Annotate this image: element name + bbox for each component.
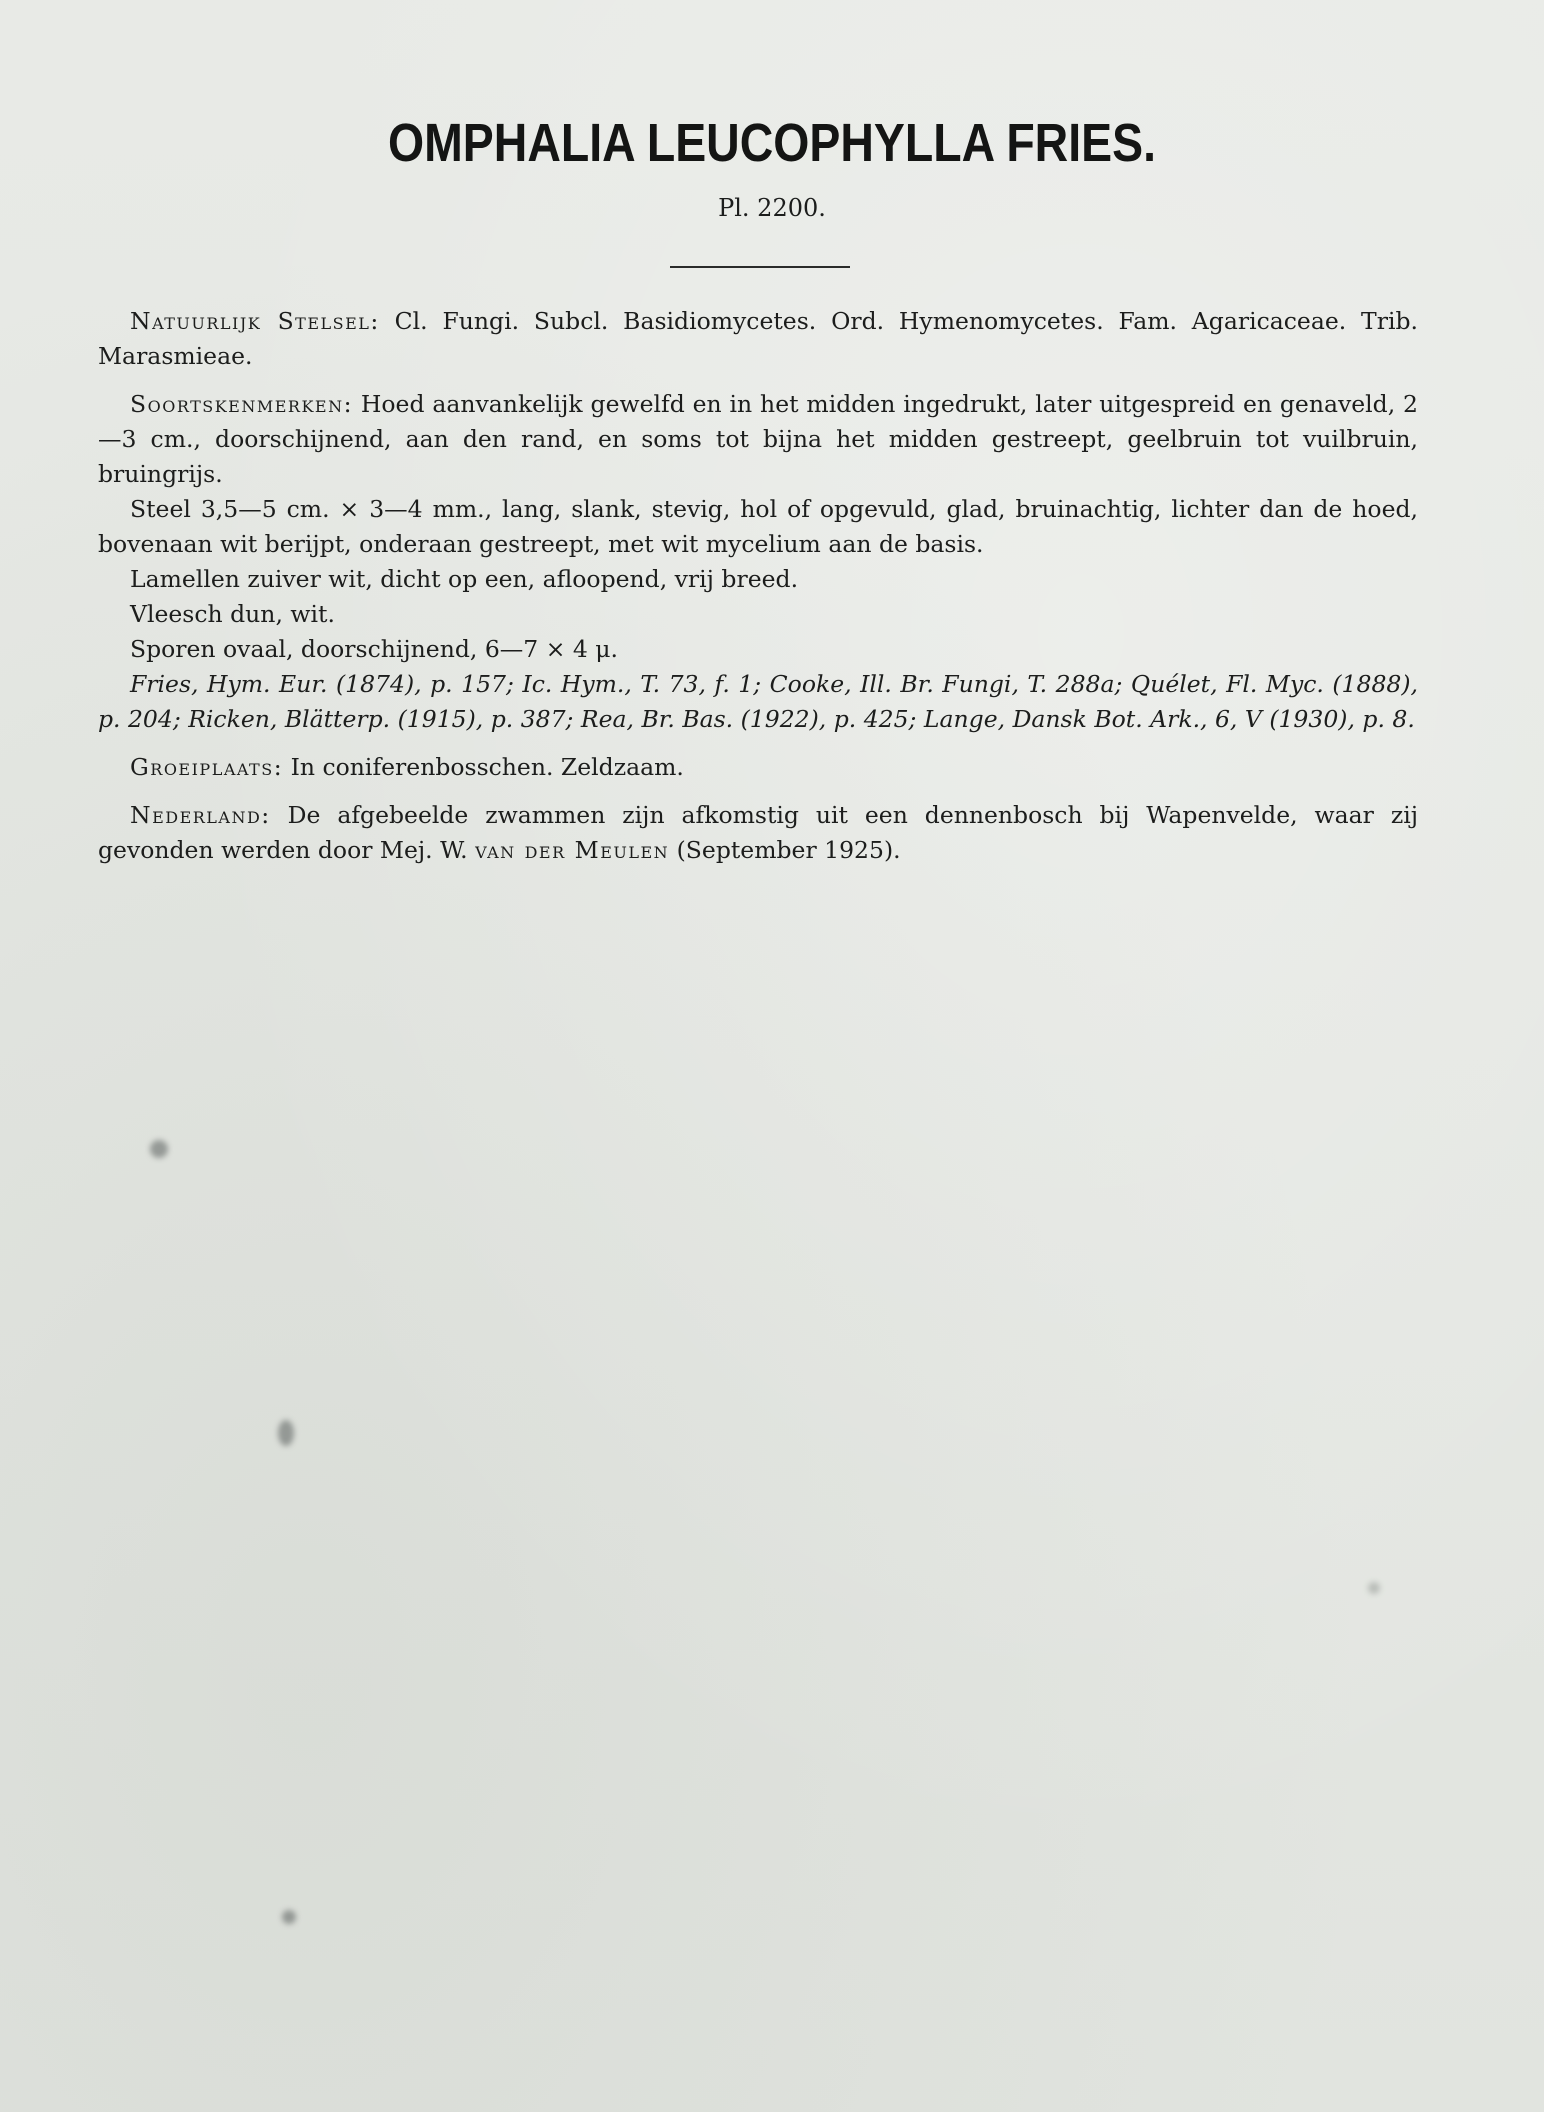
paragraph-literatuur: Fries, Hym. Eur. (1874), p. 157; Ic. Hym., T. 73, f. 1; Cooke, Ill. Br. Fungi, T. 288a; Quélet, Fl. Myc. (1888), p. 204; Ricken, Blätterp. (1915), p. 387; Rea, Br. Bas. (1922), p. 425; Lange, Dansk Bot. Ark., 6, V (1930), p. 8. xyxy=(98,670,1418,733)
page-title: OMPHALIA LEUCOPHYLLA FRIES. xyxy=(387,113,1156,173)
paragraph-stelsel xyxy=(98,304,1418,374)
paragraph-groeiplaats xyxy=(98,750,1418,785)
text-nederland-after: (September 1925). xyxy=(669,836,901,864)
text-groeiplaats: In coniferenbosschen. Zeldzaam. xyxy=(283,753,684,781)
paragraph-soortskenmerken xyxy=(98,387,1418,492)
stain-spot xyxy=(1368,1582,1380,1594)
label-nederland: Nederland: xyxy=(130,801,271,829)
collector-name: van der Meulen xyxy=(475,836,670,864)
paragraph-nederland xyxy=(98,798,1418,868)
text-soortskenmerken: Hoed aanvankelijk gewelfd en in het midden ingedrukt, later uitgespreid en genaveld, 2—3 cm., doorschijnend, aan den rand, en soms tot bijna het midden gestreept, geelbruin tot vuilbruin, bruingrijs. xyxy=(98,390,1418,488)
stain-spot xyxy=(278,1420,294,1446)
stain-spot xyxy=(150,1140,168,1158)
stain-spot xyxy=(282,1910,296,1924)
paragraph-steel: Steel 3,5—5 cm. × 3—4 mm., lang, slank, stevig, hol of opgevuld, glad, bruinachtig, lichter dan de hoed, bovenaan wit berijpt, onderaan gestreept, met wit mycelium aan de basis. xyxy=(98,495,1418,558)
label-soortskenmerken: Soortskenmerken: xyxy=(130,390,354,418)
document-body xyxy=(98,304,1418,868)
label-stelsel: Natuurlijk Stelsel: xyxy=(130,307,380,335)
paragraph-sporen: Sporen ovaal, doorschijnend, 6—7 × 4 μ. xyxy=(130,635,619,663)
plate-number: Pl. 2200. xyxy=(718,194,826,222)
label-groeiplaats: Groeiplaats: xyxy=(130,753,284,781)
paragraph-vleesch: Vleesch dun, wit. xyxy=(130,600,335,628)
text-stelsel: Cl. Fungi. Subcl. Basidiomycetes. Ord. Hymenomycetes. Fam. Agaricaceae. Trib. Marasmieae. xyxy=(98,307,1418,370)
text-nederland-before: De afgebeelde zwammen zijn afkomstig uit een dennenbosch bij Wapenvelde, waar zij gevonden werden door Mej. W. xyxy=(98,801,1418,864)
paragraph-lamellen: Lamellen zuiver wit, dicht op een, afloopend, vrij breed. xyxy=(130,565,799,593)
title-divider xyxy=(670,266,850,268)
